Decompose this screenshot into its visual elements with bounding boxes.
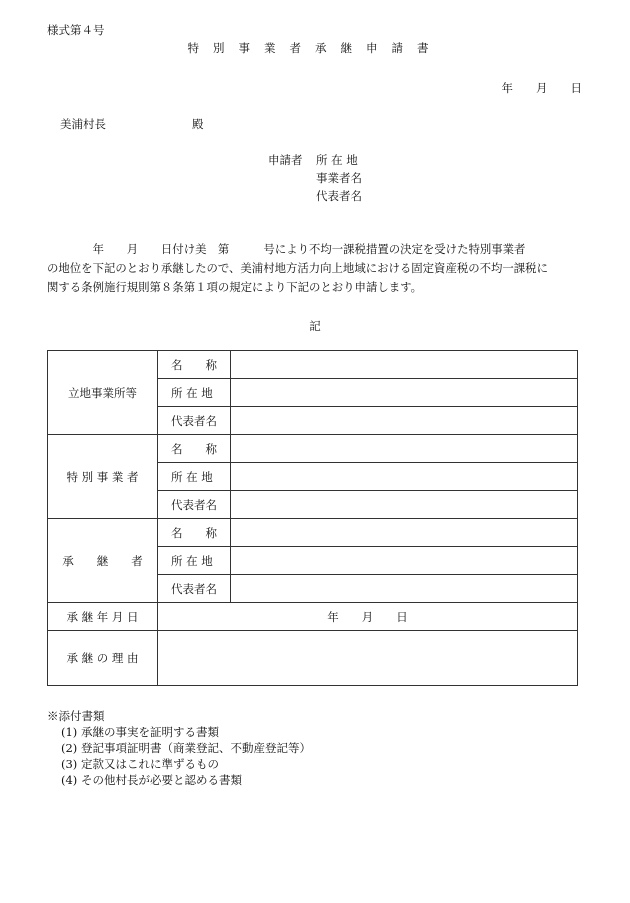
- row-label: 所 在 地: [158, 547, 231, 575]
- row-label: 所 在 地: [158, 379, 231, 407]
- succession-reason-field[interactable]: [158, 631, 578, 686]
- attachment-item: (4) その他村長が必要と認める書類: [61, 773, 242, 787]
- applicant-label: 申請者: [268, 153, 303, 167]
- successor-representative-field[interactable]: [231, 575, 578, 603]
- row-label: 代表者名: [158, 407, 231, 435]
- row-label: 名 称: [158, 351, 231, 379]
- special-business-representative-field[interactable]: [231, 491, 578, 519]
- application-table: [47, 350, 578, 686]
- table-row: [48, 631, 578, 686]
- ki-heading: 記: [309, 319, 321, 333]
- successor-name-field[interactable]: [231, 519, 578, 547]
- table-row: [48, 435, 578, 463]
- row-label: 代表者名: [158, 575, 231, 603]
- group-label: 承 継 者: [48, 519, 158, 603]
- application-date: 年 月 日: [501, 81, 582, 95]
- document-title: 特別事業者承継申請書: [187, 41, 443, 55]
- applicant-business-name-label: 事業者名: [316, 171, 362, 185]
- special-business-address-field[interactable]: [231, 463, 578, 491]
- applicant-representative-label: 代表者名: [316, 189, 362, 203]
- facility-name-field[interactable]: [231, 351, 578, 379]
- row-label: 名 称: [158, 435, 231, 463]
- row-label: 代表者名: [158, 491, 231, 519]
- attachment-item: (3) 定款又はこれに準ずるもの: [61, 757, 219, 771]
- table-row: [48, 351, 578, 379]
- row-label: 名 称: [158, 519, 231, 547]
- group-label: 立地事業所等: [48, 351, 158, 435]
- attachment-item: (1) 承継の事実を証明する書類: [61, 725, 219, 739]
- applicant-address-label: 所 在 地: [316, 153, 358, 167]
- table-row: [48, 603, 578, 631]
- group-label: 特 別 事 業 者: [48, 435, 158, 519]
- facility-representative-field[interactable]: [231, 407, 578, 435]
- succession-date-field[interactable]: 年 月 日: [158, 603, 578, 631]
- recipient-honorific: 殿: [192, 117, 204, 131]
- attachment-item: (2) 登記事項証明書（商業登記、不動産登記等）: [61, 741, 311, 755]
- form-number: 様式第４号: [47, 23, 105, 37]
- row-label: 所 在 地: [158, 463, 231, 491]
- body-paragraph: 年 月 日付け美 第 号により不均一課税措置の決定を受けた特別事業者 の地位を下記のとおり承継したので、美浦村地方活力向上地域における固定資産税の不均一課税に 関する条例施行規則第８条第１項の規定により下記のとおり申請します。: [47, 242, 548, 294]
- succession-date-label: 承 継 年 月 日: [48, 603, 158, 631]
- facility-address-field[interactable]: [231, 379, 578, 407]
- attachments-title: ※添付書類: [47, 709, 105, 723]
- table-row: [48, 519, 578, 547]
- recipient-name: 美浦村長: [60, 117, 106, 131]
- special-business-name-field[interactable]: [231, 435, 578, 463]
- succession-reason-label: 承 継 の 理 由: [48, 631, 158, 686]
- successor-address-field[interactable]: [231, 547, 578, 575]
